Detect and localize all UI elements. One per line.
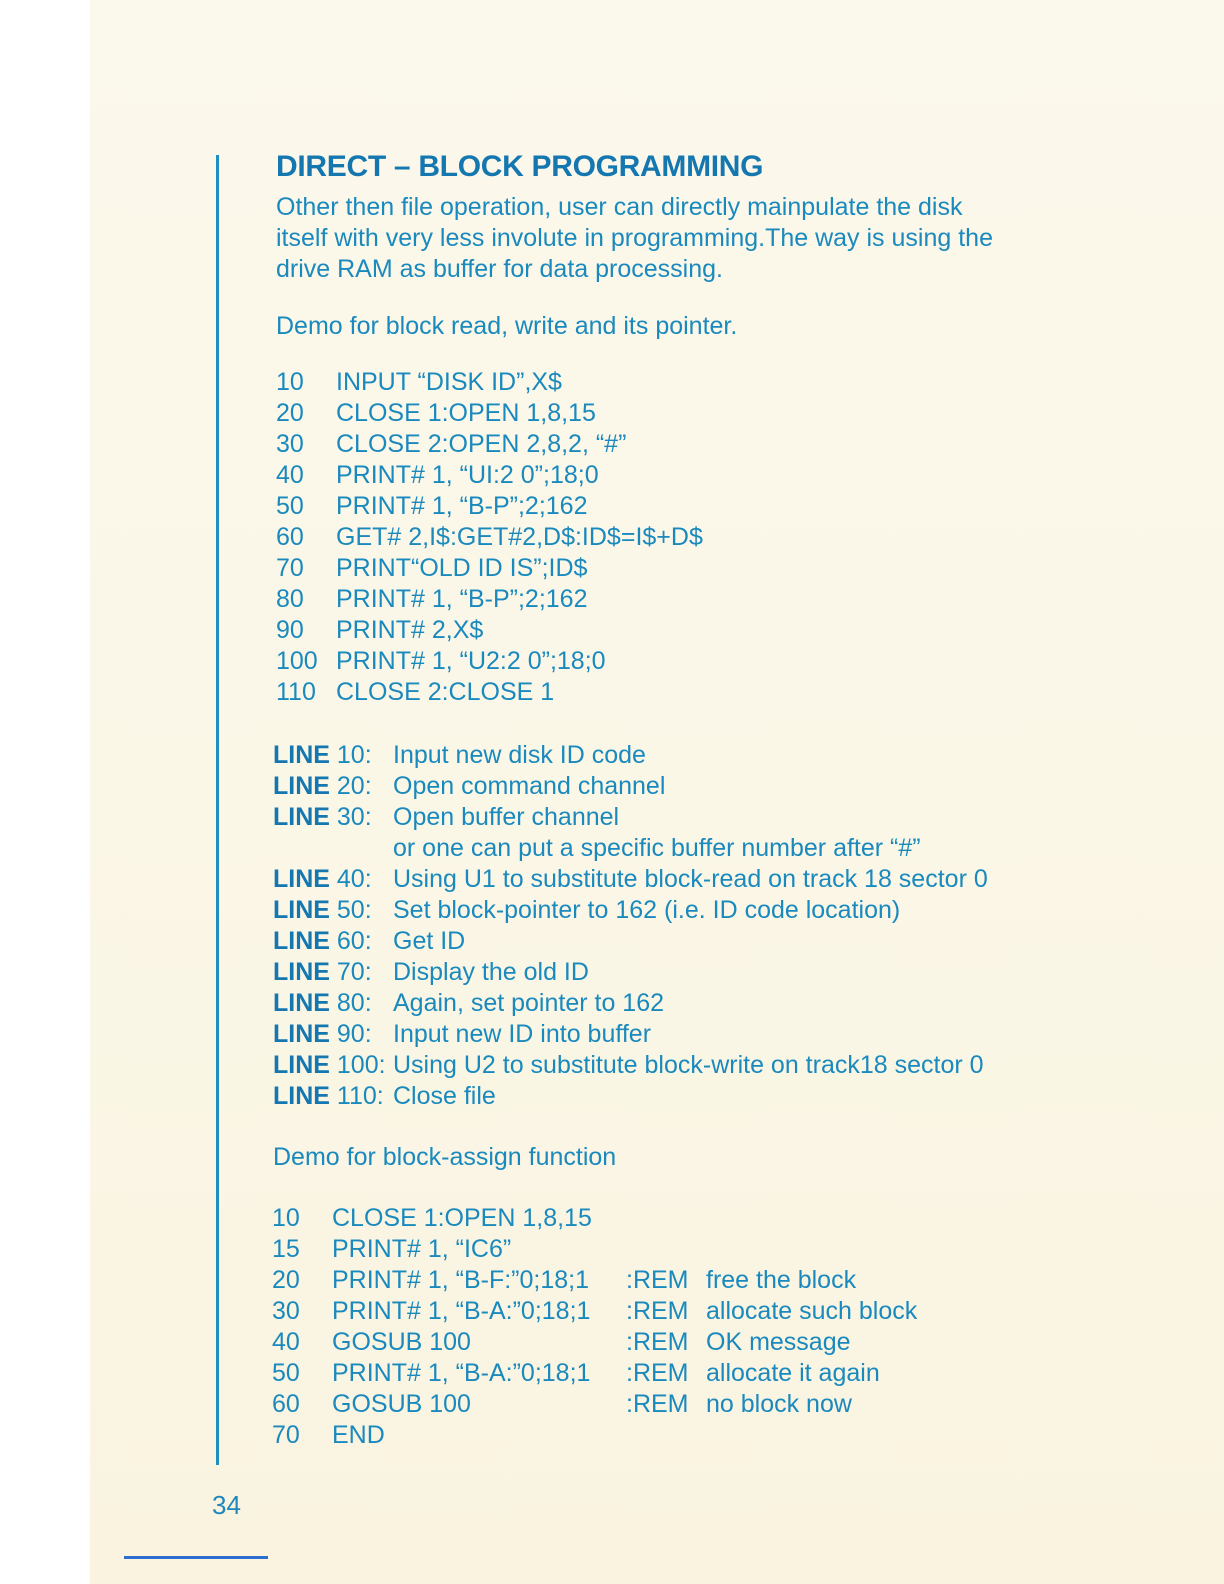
- explanation-text: Using U1 to substitute block-read on track 18 sector 0: [393, 865, 988, 893]
- code-line: [272, 1297, 1076, 1328]
- explanation-row: [273, 989, 1076, 1020]
- line-label: [273, 989, 393, 1020]
- rem-comment: no block now: [706, 1390, 852, 1418]
- line-number: 50: [272, 1359, 300, 1387]
- line-label: [273, 896, 393, 927]
- code-line: [276, 585, 1076, 616]
- code-line: [276, 399, 1076, 430]
- basic-statement: CLOSE 1:OPEN 1,8,15: [332, 1204, 592, 1232]
- line-number: 110: [276, 678, 316, 706]
- basic-statement: PRINT“OLD ID IS”;ID$: [336, 554, 588, 582]
- rem-keyword: :REM: [626, 1390, 689, 1418]
- code-line: [272, 1204, 1076, 1235]
- code-line: [276, 368, 1076, 399]
- rem-comment: OK message: [706, 1328, 851, 1356]
- line-ref-number: 40:: [336, 865, 372, 893]
- code-line: [276, 461, 1076, 492]
- basic-statement: PRINT# 1, “UI:2 0”;18;0: [336, 461, 599, 489]
- line-number: 15: [272, 1235, 300, 1263]
- rem-keyword: :REM: [626, 1359, 689, 1387]
- intro-line: drive RAM as buffer for data processing.: [276, 255, 723, 283]
- line-number: 10: [276, 368, 304, 396]
- explanation-text: Again, set pointer to 162: [393, 989, 665, 1017]
- intro-line: Other then file operation, user can directly mainpulate the disk: [276, 193, 963, 221]
- line-number: 30: [276, 430, 304, 458]
- line-ref-number: 70:: [336, 958, 372, 986]
- line-ref-number: 50:: [336, 896, 372, 924]
- line-keyword: LINE: [273, 803, 330, 831]
- basic-statement: GOSUB 100: [332, 1328, 471, 1356]
- explanation-text: Display the old ID: [393, 958, 589, 986]
- line-ref-number: 30:: [336, 803, 372, 831]
- explanation-row: [273, 896, 1076, 927]
- basic-statement: END: [332, 1421, 385, 1449]
- rem-keyword: [626, 1421, 706, 1452]
- intro-line: itself with very less involute in programming.The way is using the: [276, 224, 993, 252]
- rem-comment: free the block: [706, 1266, 857, 1294]
- explanation-row: [273, 741, 1076, 772]
- line-number: 80: [276, 585, 304, 613]
- line-ref-number: 20:: [336, 772, 372, 800]
- line-label: [273, 1020, 393, 1051]
- line-number: 50: [276, 492, 304, 520]
- line-keyword: LINE: [273, 1051, 330, 1079]
- explanation-text: Set block-pointer to 162 (i.e. ID code location): [393, 896, 901, 924]
- line-label: [273, 958, 393, 989]
- page-content: [272, 150, 1076, 1452]
- explanation-row: [273, 772, 1076, 803]
- demo2-heading: Demo for block-assign function: [273, 1143, 617, 1171]
- line-number: 70: [276, 554, 304, 582]
- code-line: [276, 430, 1076, 461]
- demo1-heading: Demo for block read, write and its pointer.: [276, 312, 738, 340]
- line-number: 90: [276, 616, 304, 644]
- page-title: DIRECT – BLOCK PROGRAMMING: [276, 150, 764, 183]
- line-label: [273, 1082, 393, 1113]
- basic-statement: PRINT# 1, “B-F:”0;18;1: [332, 1266, 590, 1294]
- line-explanations: [273, 741, 1076, 1113]
- explanation-text: Input new ID into buffer: [393, 1020, 652, 1048]
- line-label: [273, 927, 393, 958]
- basic-statement: PRINT# 1, “B-A:”0;18;1: [332, 1297, 591, 1325]
- code-line: [276, 678, 1076, 709]
- code-line: [276, 647, 1076, 678]
- basic-statement: PRINT# 1, “IC6”: [332, 1235, 512, 1263]
- explanation-text: Input new disk ID code: [393, 741, 646, 769]
- line-label: [273, 834, 393, 865]
- basic-statement: PRINT# 1, “B-P”;2;162: [336, 492, 588, 520]
- line-keyword: LINE: [273, 896, 330, 924]
- explanation-row: [273, 958, 1076, 989]
- rem-comment: allocate such block: [706, 1297, 918, 1325]
- code-line: [276, 523, 1076, 554]
- basic-statement: CLOSE 1:OPEN 1,8,15: [336, 399, 596, 427]
- code-line: [272, 1235, 1076, 1266]
- explanation-text: Get ID: [393, 927, 466, 955]
- code-line: [272, 1328, 1076, 1359]
- code-listing-block-read-write: [276, 368, 1076, 709]
- line-label: [273, 1051, 393, 1082]
- explanation-row: [273, 927, 1076, 958]
- explanation-text: Using U2 to substitute block-write on track18 sector 0: [393, 1051, 984, 1079]
- line-ref-number: 100:: [336, 1051, 386, 1079]
- line-number: 30: [272, 1297, 300, 1325]
- basic-statement: PRINT# 2,X$: [336, 616, 484, 644]
- basic-statement: INPUT “DISK ID”,X$: [336, 368, 562, 396]
- rem-keyword: [626, 1204, 706, 1235]
- code-listing-block-assign: [272, 1204, 1076, 1452]
- line-label: [273, 741, 393, 772]
- line-keyword: LINE: [273, 1082, 330, 1110]
- code-line: [272, 1421, 1076, 1452]
- line-ref-number: 10:: [336, 741, 372, 769]
- code-line: [272, 1359, 1076, 1390]
- line-number: 40: [272, 1328, 300, 1356]
- line-keyword: LINE: [273, 1020, 330, 1048]
- explanation-text: or one can put a specific buffer number after “#”: [393, 834, 921, 862]
- basic-statement: CLOSE 2:OPEN 2,8,2, “#”: [336, 430, 627, 458]
- intro-paragraph: [276, 192, 1076, 285]
- line-number: 20: [272, 1266, 300, 1294]
- explanation-text: Open command channel: [393, 772, 666, 800]
- line-number: 70: [272, 1421, 300, 1449]
- page-number: 34: [212, 1490, 241, 1520]
- rem-keyword: [626, 1235, 706, 1266]
- code-line: [276, 492, 1076, 523]
- rem-comment: allocate it again: [706, 1359, 880, 1387]
- code-line: [276, 616, 1076, 647]
- line-ref-number: 60:: [336, 927, 372, 955]
- explanation-text: Open buffer channel: [393, 803, 620, 831]
- line-keyword: LINE: [273, 927, 330, 955]
- code-line: [272, 1266, 1076, 1297]
- basic-statement: PRINT# 1, “B-P”;2;162: [336, 585, 588, 613]
- basic-statement: GOSUB 100: [332, 1390, 471, 1418]
- line-number: 100: [276, 647, 318, 675]
- code-line: [272, 1390, 1076, 1421]
- line-number: 60: [272, 1390, 300, 1418]
- basic-statement: PRINT# 1, “U2:2 0”;18;0: [336, 647, 606, 675]
- basic-statement: GET# 2,I$:GET#2,D$:ID$=I$+D$: [336, 523, 703, 551]
- line-number: 10: [272, 1204, 300, 1232]
- code-line: [276, 554, 1076, 585]
- explanation-row: [273, 834, 1076, 865]
- explanation-row: [273, 803, 1076, 834]
- rem-keyword: :REM: [626, 1266, 689, 1294]
- rem-keyword: :REM: [626, 1328, 689, 1356]
- margin-rule: [216, 155, 219, 1465]
- line-label: [273, 803, 393, 834]
- line-number: 20: [276, 399, 304, 427]
- page-margin: [0, 0, 90, 1584]
- basic-statement: CLOSE 2:CLOSE 1: [336, 678, 555, 706]
- line-ref-number: 110:: [336, 1082, 384, 1110]
- line-ref-number: 90:: [336, 1020, 372, 1048]
- line-ref-number: 80:: [336, 989, 372, 1017]
- line-keyword: LINE: [273, 865, 330, 893]
- explanation-text: Close file: [393, 1082, 496, 1110]
- line-keyword: LINE: [273, 989, 330, 1017]
- bottom-underline: [124, 1556, 268, 1559]
- rem-keyword: :REM: [626, 1297, 689, 1325]
- explanation-row: [273, 1051, 1076, 1082]
- basic-statement: PRINT# 1, “B-A:”0;18;1: [332, 1359, 591, 1387]
- line-label: [273, 772, 393, 803]
- line-label: [273, 865, 393, 896]
- explanation-row: [273, 865, 1076, 896]
- line-number: 40: [276, 461, 304, 489]
- line-keyword: LINE: [273, 772, 330, 800]
- line-number: 60: [276, 523, 304, 551]
- explanation-row: [273, 1020, 1076, 1051]
- line-keyword: LINE: [273, 741, 330, 769]
- explanation-row: [273, 1082, 1076, 1113]
- line-keyword: LINE: [273, 958, 330, 986]
